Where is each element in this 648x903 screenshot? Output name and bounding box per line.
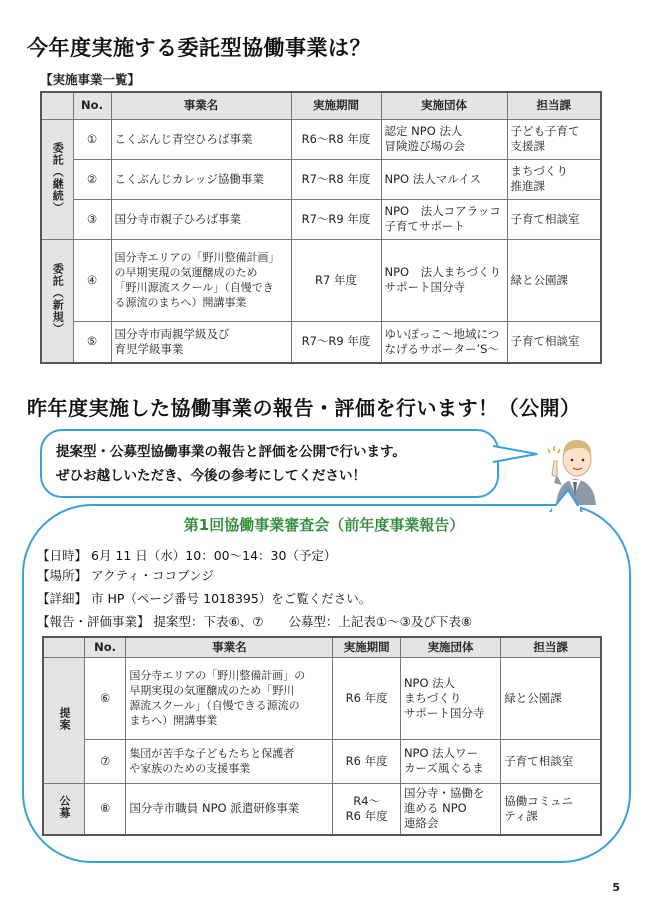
panel-tail [548,488,588,512]
table-row [41,321,601,363]
row-dept: 子育て相談室 [507,199,601,239]
row-dept: 緑と公園課 [507,239,601,321]
row-no: ⑦ [84,739,125,783]
category-continuing: 委託（継続） [41,119,73,239]
row-period: R4～ R6 年度 [333,783,401,835]
row-period: R6 年度 [333,739,401,783]
row-org: NPO 法人ワー カーズ風ぐるま [400,739,500,783]
row-dept: 子育て相談室 [501,739,601,783]
announcement-bubble [40,429,499,498]
bubble-tail [493,444,539,466]
header-name: 事業名 [126,637,333,657]
list-label: 【実施事業一覧】 [40,72,141,87]
row-org: 認定 NPO 法人 冒険遊び場の会 [381,119,507,159]
row-period: R7～R9 年度 [291,321,381,363]
row-org: NPO 法人 まちづくり サポート国分寺 [400,657,500,739]
row-no: ④ [73,239,111,321]
header-no: No. [73,92,111,119]
page-number: 5 [612,881,620,894]
header-name: 事業名 [111,92,291,119]
header-period: 実施期間 [333,637,401,657]
row-period: R7～R9 年度 [291,199,381,239]
row-dept: 緑と公園課 [501,657,601,739]
header-blank [41,92,73,119]
row-name: 集団が苦手な子どもたちと保護者 や家族のための支援事業 [126,739,333,783]
section2-title: 昨年度実施した協働事業の報告・評価を行います！（公開） [27,396,581,420]
row-name: 国分寺エリアの「野川整備計画」の 早期実現の気運醸成のため「野川 源流スクール」（自慢できる源流の まちへ）開講事業 [126,657,333,739]
meeting-place: 【場所】 アクティ・ココブンジ [37,568,214,583]
row-period: R7 年度 [291,239,381,321]
category-proposal: 提案 [43,657,84,783]
meeting-detail: 【詳細】 市 HP（ページ番号 1018395）をご覧ください。 [37,591,372,606]
row-org: NPO 法人まちづくり サポート国分寺 [381,239,507,321]
table-row [43,739,601,783]
row-period: R7～R8 年度 [291,159,381,199]
header-org: 実施団体 [381,92,507,119]
category-public: 公募 [43,783,84,835]
table-row [41,239,601,321]
row-org: NPO 法人マルイス [381,159,507,199]
table-row [41,159,601,199]
header-no: No. [84,637,125,657]
header-org: 実施団体 [400,637,500,657]
header-blank [43,637,84,657]
row-dept: 子ども子育て 支援課 [507,119,601,159]
row-period: R6～R8 年度 [291,119,381,159]
section1-title: 今年度実施する委託型協働事業は？ [27,36,371,60]
row-name: 国分寺市職員 NPO 派遣研修事業 [126,783,333,835]
row-dept: 協働コミュニ ティ課 [501,783,601,835]
row-dept: まちづくり 推進課 [507,159,601,199]
row-name: こくぶんじカレッジ協働事業 [111,159,291,199]
meeting-date: 【日時】 6月 11 日（水）10：00～14：30（予定） [37,548,337,563]
table-row [43,657,601,739]
row-name: 国分寺エリアの「野川整備計画」 の早期実現の気運醸成のため 「野川源流スクール」（自慢でき る源流のまちへ）開講事業 [111,239,291,321]
header-period: 実施期間 [291,92,381,119]
row-no: ⑥ [84,657,125,739]
row-no: ② [73,159,111,199]
row-no: ⑤ [73,321,111,363]
row-dept: 子育て相談室 [507,321,601,363]
category-new: 委託（新規） [41,239,73,363]
row-org: NPO 法人コアラッコ 子育てサポート [381,199,507,239]
row-name: こくぶんじ青空ひろば事業 [111,119,291,159]
row-org: ゆいぽっこ～地域につ なげるサポーター’S～ [381,321,507,363]
table-row [41,119,601,159]
row-no: ① [73,119,111,159]
meeting-title: 第1回協働事業審査会（前年度事業報告） [183,516,465,534]
row-name: 国分寺市親子ひろば事業 [111,199,291,239]
row-org: 国分寺・協働を 進める NPO 連絡会 [400,783,500,835]
announcement-text: 提案型・公募型協働事業の報告と評価を公開で行います。 ぜひお越しいただき、今後の参考にしてください！ [56,444,406,484]
row-period: R6 年度 [333,657,401,739]
table-header-row [43,637,601,657]
table-header-row [41,92,601,119]
header-dept: 担当課 [501,637,601,657]
row-no: ③ [73,199,111,239]
row-name: 国分寺市両親学級及び 育児学級事業 [111,321,291,363]
row-no: ⑧ [84,783,125,835]
report-table [42,636,602,836]
meeting-report: 【報告・評価事業】 提案型：下表⑥、⑦ 公募型：上記表①～③及び下表⑧ [37,614,473,629]
header-dept: 担当課 [507,92,601,119]
table-row [43,783,601,835]
projects-table [40,91,602,364]
table-row [41,199,601,239]
